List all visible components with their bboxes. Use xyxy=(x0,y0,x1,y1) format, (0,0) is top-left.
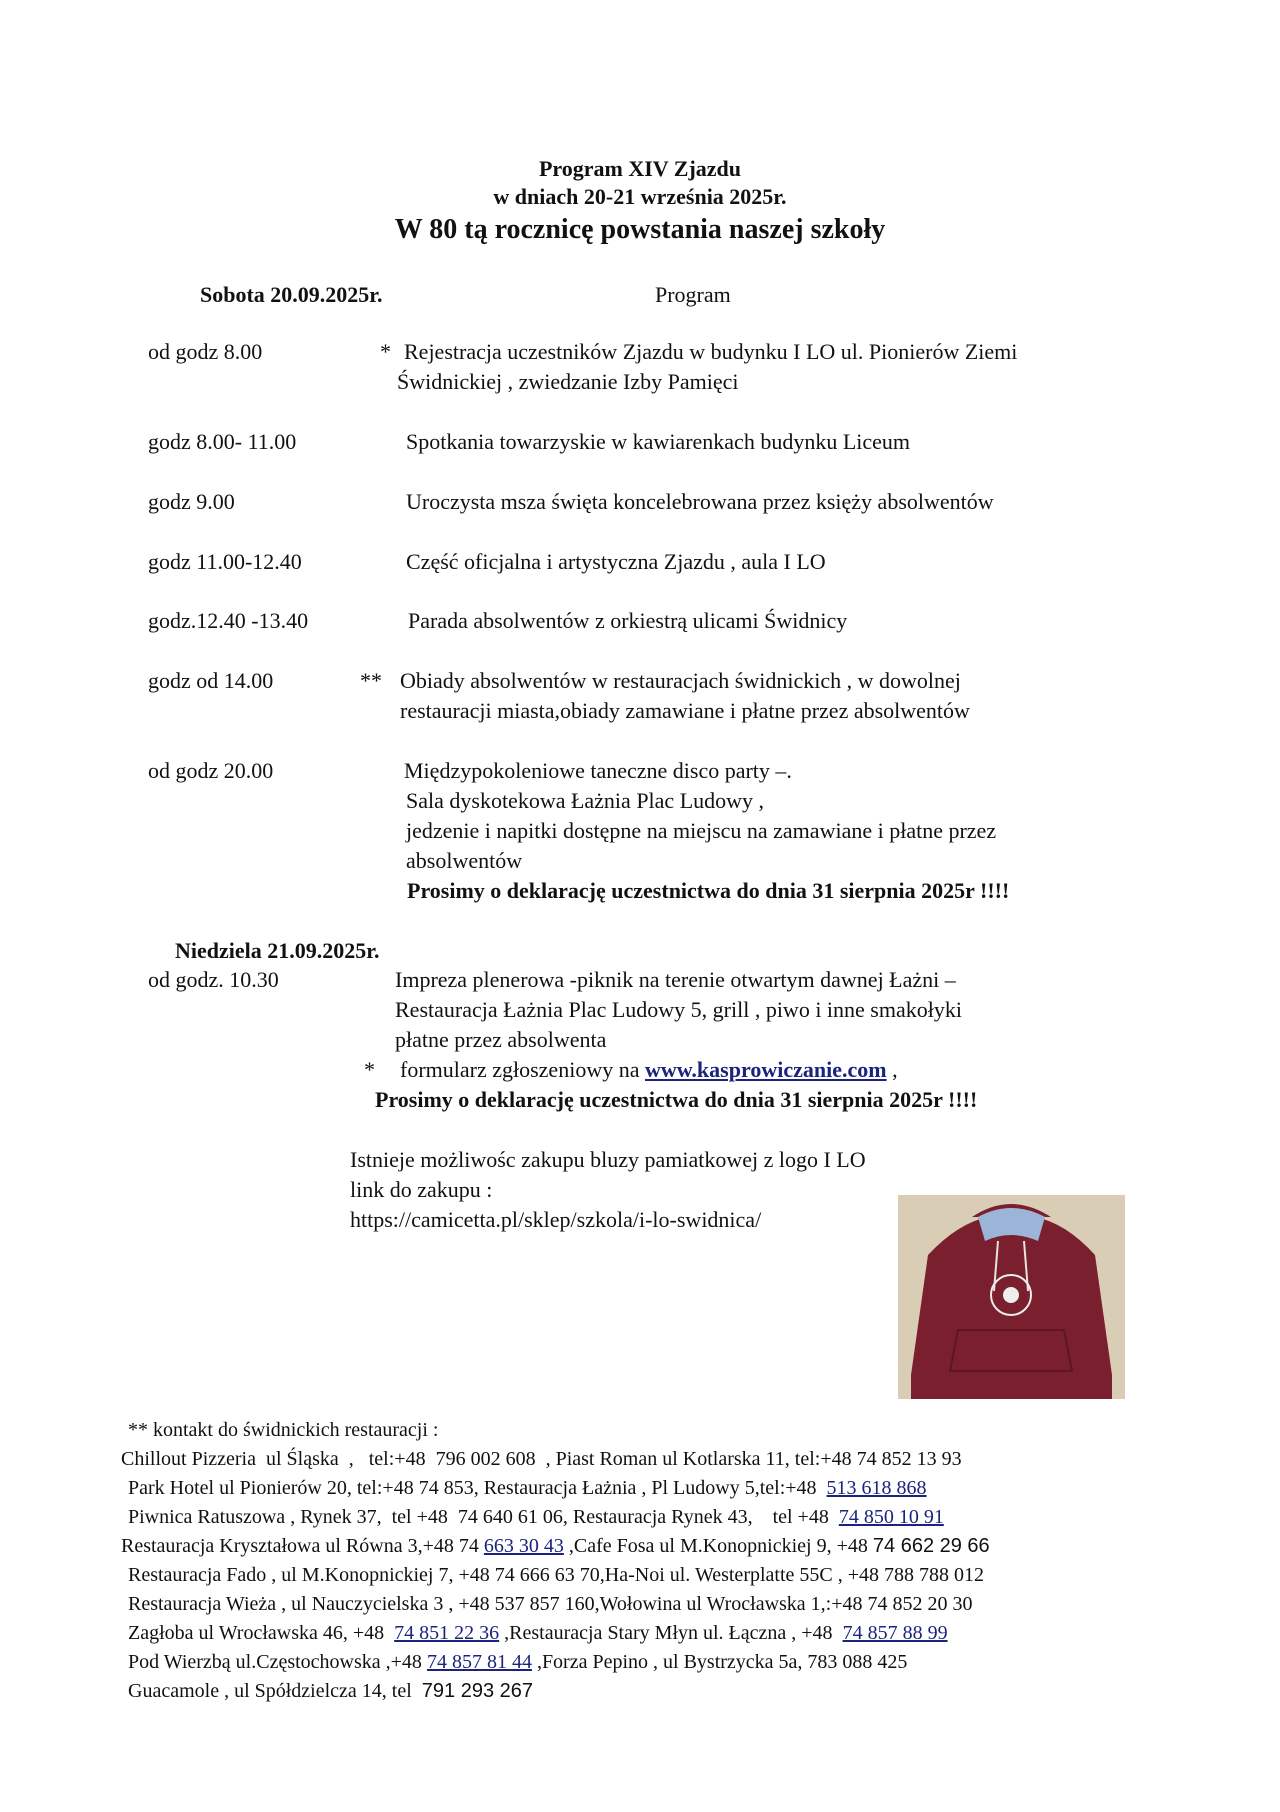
title-line-2: w dniach 20-21 września 2025r. xyxy=(493,184,787,209)
restaurant-contact-line xyxy=(128,1561,984,1590)
restaurant-contact-line xyxy=(128,1590,973,1619)
kasprowiczanie-link[interactable]: www.kasprowiczanie.com xyxy=(644,1057,887,1082)
form-text: formularz zgłoszeniowy na xyxy=(400,1057,640,1082)
schedule-description: restauracji miasta,obiady zamawiane i płatne przez absolwentów xyxy=(400,698,970,723)
schedule-description: absolwentów xyxy=(406,848,523,873)
phone-number: 791 293 267 xyxy=(421,1680,534,1702)
schedule-description: jedzenie i napitki dostępne na miejscu na zamawiane i płatne przez xyxy=(406,818,997,843)
sunday-deadline: Prosimy o deklarację uczestnictwa do dnia 31 sierpnia 2025r !!!! xyxy=(375,1087,978,1112)
restaurant-contact-line xyxy=(128,1474,927,1503)
schedule-marker: * xyxy=(380,339,391,364)
sunday-line-2: Restauracja Łażnia Plac Ludowy 5, grill , piwo i inne smakołyki xyxy=(395,997,962,1022)
phone-link[interactable]: 74 850 10 91 xyxy=(838,1506,944,1528)
logo-center xyxy=(1003,1287,1019,1303)
contact-text: Restauracja Wieża , ul Nauczycielska 3 , +48 537 857 160,Wołowina ul Wrocławska 1,:+48 74 852 20 30 xyxy=(128,1593,973,1615)
phone-link[interactable]: 513 618 868 xyxy=(826,1477,927,1499)
schedule-description: Parada absolwentów z orkiestrą ulicami Świdnicy xyxy=(408,608,848,633)
contact-text: Chillout Pizzeria ul Śląska , tel:+48 796 002 608 , Piast Roman ul Kotlarska 11, tel:+48 74 852 13 93 xyxy=(121,1448,962,1470)
contacts-header: ** kontakt do świdnickich restauracji : xyxy=(128,1419,439,1441)
program-label: Program xyxy=(655,282,731,307)
schedule-description: Obiady absolwentów w restauracjach świdnickich , w dowolnej xyxy=(400,668,961,693)
contact-text: Pod Wierzbą ul.Częstochowska ,+48 xyxy=(128,1651,427,1673)
contact-text: ,Restauracja Stary Młyn ul. Łączna , +48 xyxy=(499,1622,843,1644)
restaurant-contact-line xyxy=(121,1445,962,1474)
sunday-time: od godz. 10.30 xyxy=(148,967,279,992)
schedule-description: Spotkania towarzyskie w kawiarenkach budynku Liceum xyxy=(406,429,911,454)
phone-link[interactable]: 74 857 88 99 xyxy=(842,1622,948,1644)
form-row xyxy=(364,1055,898,1085)
schedule-description: Uroczysta msza święta koncelebrowana przez księży absolwentów xyxy=(406,489,994,514)
schedule-time: godz od 14.00 xyxy=(148,668,274,693)
restaurant-contact-line xyxy=(128,1648,907,1677)
contact-text: ,Forza Pepino , ul Bystrzycka 5a, 783 088 425 xyxy=(531,1651,908,1673)
contact-text: ,Cafe Fosa ul M.Konopnickiej 9, +48 xyxy=(563,1535,873,1557)
merch-line-2: link do zakupu : xyxy=(350,1177,493,1202)
contact-text: Restauracja Kryształowa ul Równa 3,+48 74 xyxy=(121,1535,484,1557)
sunday-line-3: płatne przez absolwenta xyxy=(395,1027,607,1052)
phone-link[interactable]: 74 857 81 44 xyxy=(426,1651,532,1673)
contact-text: Piwnica Ratuszowa , Rynek 37, tel +48 74 640 61 06, Restauracja Rynek 43, tel +48 xyxy=(128,1506,839,1528)
schedule-description: Sala dyskotekowa Łażnia Plac Ludowy , xyxy=(406,788,765,813)
sunday-day-label: Niedziela 21.09.2025r. xyxy=(175,938,380,963)
contact-text: Park Hotel ul Pionierów 20, tel:+48 74 853, Restauracja Łażnia , Pl Ludowy 5,tel:+48 xyxy=(128,1477,827,1499)
contact-text: Restauracja Fado , ul M.Konopnickiej 7, +48 74 666 63 70,Ha-Noi ul. Westerplatte 55C , +48 788 788 012 xyxy=(128,1564,985,1586)
phone-number: 74 662 29 66 xyxy=(872,1535,990,1557)
restaurant-contact-line xyxy=(128,1619,948,1648)
schedule-description: Świdnickiej , zwiedzanie Izby Pamięci xyxy=(397,369,739,394)
restaurant-contact-line xyxy=(128,1677,533,1706)
saturday-deadline: Prosimy o deklarację uczestnictwa do dnia 31 sierpnia 2025r !!!! xyxy=(407,878,1010,903)
schedule-time: godz 8.00- 11.00 xyxy=(148,429,297,454)
hoodie-icon xyxy=(898,1195,1125,1399)
form-marker: * xyxy=(364,1057,375,1082)
schedule-time: od godz 8.00 xyxy=(148,339,263,364)
form-suffix: , xyxy=(892,1057,898,1082)
schedule-description: Rejestracja uczestników Zjazdu w budynku I LO ul. Pionierów Ziemi xyxy=(404,339,1018,364)
sunday-line-1: Impreza plenerowa -piknik na terenie otwartym dawnej Łażni – xyxy=(395,967,956,992)
schedule-time: godz 11.00-12.40 xyxy=(148,549,302,574)
schedule-description: Międzypokoleniowe taneczne disco party –. xyxy=(404,758,792,783)
title-line-3: W 80 tą rocznicę powstania naszej szkoły xyxy=(394,214,886,245)
title-line-1: Program XIV Zjazdu xyxy=(538,156,742,181)
restaurant-contact-line xyxy=(121,1532,990,1561)
schedule-marker: ** xyxy=(360,668,382,693)
hoodie-photo xyxy=(898,1195,1125,1399)
contact-text: Zagłoba ul Wrocławska 46, +48 xyxy=(128,1622,395,1644)
phone-link[interactable]: 74 851 22 36 xyxy=(394,1622,500,1644)
schedule-time: godz.12.40 -13.40 xyxy=(148,608,309,633)
merch-line-1: Istnieje możliwośc zakupu bluzy pamiatkowej z logo I LO xyxy=(350,1147,866,1172)
contact-text: Guacamole , ul Spółdzielcza 14, tel xyxy=(128,1680,422,1702)
schedule-description: Część oficjalna i artystyczna Zjazdu , aula I LO xyxy=(406,549,826,574)
merch-url[interactable]: https://camicetta.pl/sklep/szkola/i-lo-swidnica/ xyxy=(350,1207,762,1232)
phone-link[interactable]: 663 30 43 xyxy=(483,1535,564,1557)
restaurant-contact-line xyxy=(128,1503,944,1532)
schedule-time: od godz 20.00 xyxy=(148,758,274,783)
saturday-day-label: Sobota 20.09.2025r. xyxy=(200,282,383,307)
schedule-time: godz 9.00 xyxy=(148,489,235,514)
